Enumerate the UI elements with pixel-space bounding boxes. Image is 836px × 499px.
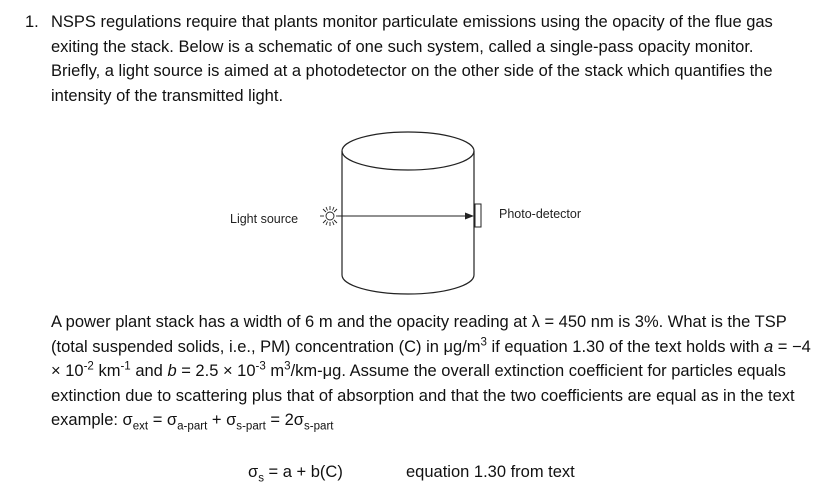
question-intro-text: NSPS regulations require that plants monitor particulate emissions using the opacity of the flue gas exiting the stack. Below is a schematic of one such system, called a single-pass opacity monitor. Briefly, a light source is aimed at a photodetector on the other side of the stack which quantifies the intensity of the transmitted light.: [51, 13, 773, 105]
b-variable: b: [167, 362, 177, 380]
equation-source: equation 1.30 from text: [406, 463, 575, 481]
equation-formula: $\sigma_s = a + b(C)$: [248, 463, 343, 485]
question-number: 1.: [25, 13, 39, 31]
problem-text-1: A power plant stack has a width of 6 m and the opacity reading at λ = 450 nm is 3%. What is the TSP (total suspended solids, i.e., PM) concentration (C) in μg/m: [51, 313, 787, 356]
light-source-label: Light source: [230, 212, 299, 226]
a-variable: a: [763, 337, 774, 356]
light-beam-arrow: [338, 213, 474, 220]
photodetector-icon: [475, 204, 481, 227]
stack-top-rim: [342, 132, 474, 170]
light-source-icon: [320, 206, 340, 226]
photodetector-label: Photo-detector: [499, 207, 581, 221]
problem-statement: A power plant stack has a width of 6 m and the opacity reading at λ = 450 nm is 3%. What is the TSP (total suspended solids, i.e., PM) concentration (C) in $\mu g/m^3$ if equation 1.30 of the text holds with $a = -4 \times 10^{-2}$ $km^{-1}$ and $b = 2.5 \times 10^{-3}$ $m^3/km-\mu g$. Assume the overall extinction coefficient for particles equals extinction due to scattering plus that of absorption and that the two coefficients are equal as in the text example: $\sigma_{ext} = \sigma_{a-part} + \sigma_{s-part} = 2\sigma_{s-part}$: [51, 313, 811, 433]
stack-cylinder: [342, 132, 474, 294]
equation-row: [248, 463, 575, 485]
stack-bottom-rim: [342, 275, 474, 294]
